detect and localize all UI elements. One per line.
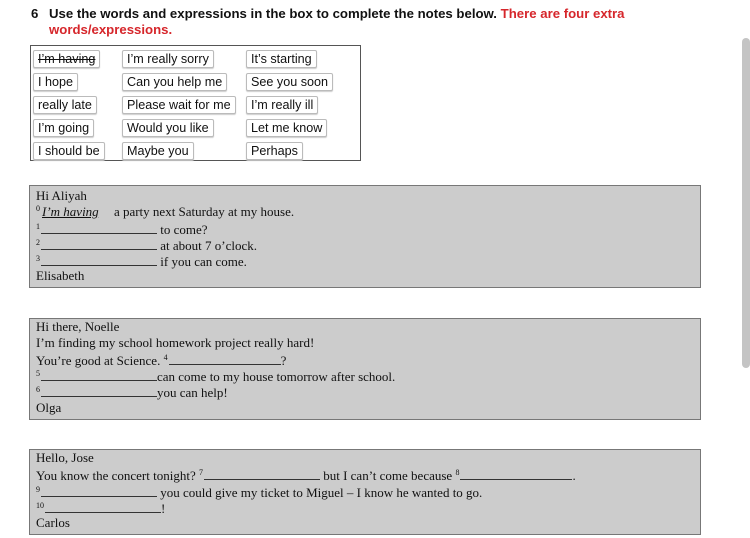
note-line: $^1$ to come?: [36, 222, 208, 237]
answer-blank-9[interactable]: [41, 483, 157, 497]
note-line: $^0$ I’m having a party next Saturday at my house.: [36, 204, 295, 219]
note-noelle: [29, 318, 701, 420]
word-chip[interactable]: Let me know: [246, 119, 327, 137]
example-answer: I’m having: [42, 204, 99, 219]
note-line: $^2$ at about 7 o’clock.: [36, 238, 257, 253]
word-chip[interactable]: I’m going: [33, 119, 94, 137]
word-chip[interactable]: Would you like: [122, 119, 214, 137]
word-chip[interactable]: I hope: [33, 73, 78, 91]
note-signoff: Carlos: [36, 515, 70, 530]
note-signoff: Elisabeth: [36, 268, 85, 283]
word-chip[interactable]: Please wait for me: [122, 96, 236, 114]
note-line: $^{10}$ !: [36, 501, 166, 516]
answer-blank-7[interactable]: [204, 466, 320, 480]
instruction-extra: There are four extra words/expressions.: [49, 6, 625, 37]
note-line: $^9$ you could give my ticket to Miguel – I know he wanted to go.: [36, 485, 483, 500]
note-line: $^3$ if you can come.: [36, 254, 247, 269]
note-aliyah: [29, 185, 701, 288]
answer-blank-4[interactable]: [169, 351, 281, 365]
answer-blank-6[interactable]: [41, 383, 157, 397]
note-greeting: Hi Aliyah: [36, 188, 87, 203]
note-line: You’re good at Science. $^4$ ?: [36, 353, 287, 368]
vertical-scrollbar[interactable]: [742, 38, 750, 368]
answer-blank-1[interactable]: [41, 220, 157, 234]
word-chip[interactable]: Can you help me: [122, 73, 227, 91]
word-chip[interactable]: I should be: [33, 142, 105, 160]
note-greeting: Hi there, Noelle: [36, 319, 120, 334]
word-chip[interactable]: really late: [33, 96, 97, 114]
note-line: $^5$ can come to my house tomorrow after school.: [36, 369, 396, 384]
answer-blank-8[interactable]: [460, 466, 572, 480]
note-signoff: Olga: [36, 400, 62, 415]
note-greeting: Hello, Jose: [36, 450, 94, 465]
word-chip[interactable]: Perhaps: [246, 142, 303, 160]
word-chip[interactable]: Maybe you: [122, 142, 194, 160]
word-chip[interactable]: It’s starting: [246, 50, 317, 68]
note-jose: [29, 449, 701, 535]
note-line: I’m finding my school homework project really hard!: [36, 335, 315, 350]
word-chip[interactable]: I’m having: [33, 50, 100, 68]
answer-blank-10[interactable]: [45, 499, 161, 513]
word-chip[interactable]: See you soon: [246, 73, 333, 91]
instruction-text: Use the words and expressions in the box to complete the notes below.: [49, 6, 497, 21]
word-box: [30, 45, 361, 161]
word-chip[interactable]: I’m really sorry: [122, 50, 214, 68]
word-chip[interactable]: I’m really ill: [246, 96, 318, 114]
exercise-number: 6: [31, 6, 39, 21]
note-line: $^6$ you can help!: [36, 385, 228, 400]
note-line: You know the concert tonight? $^7$ but I can’t come because $^8$ .: [36, 468, 576, 483]
answer-blank-5[interactable]: [41, 367, 157, 381]
answer-blank-3[interactable]: [41, 252, 157, 266]
answer-blank-2[interactable]: [41, 236, 157, 250]
